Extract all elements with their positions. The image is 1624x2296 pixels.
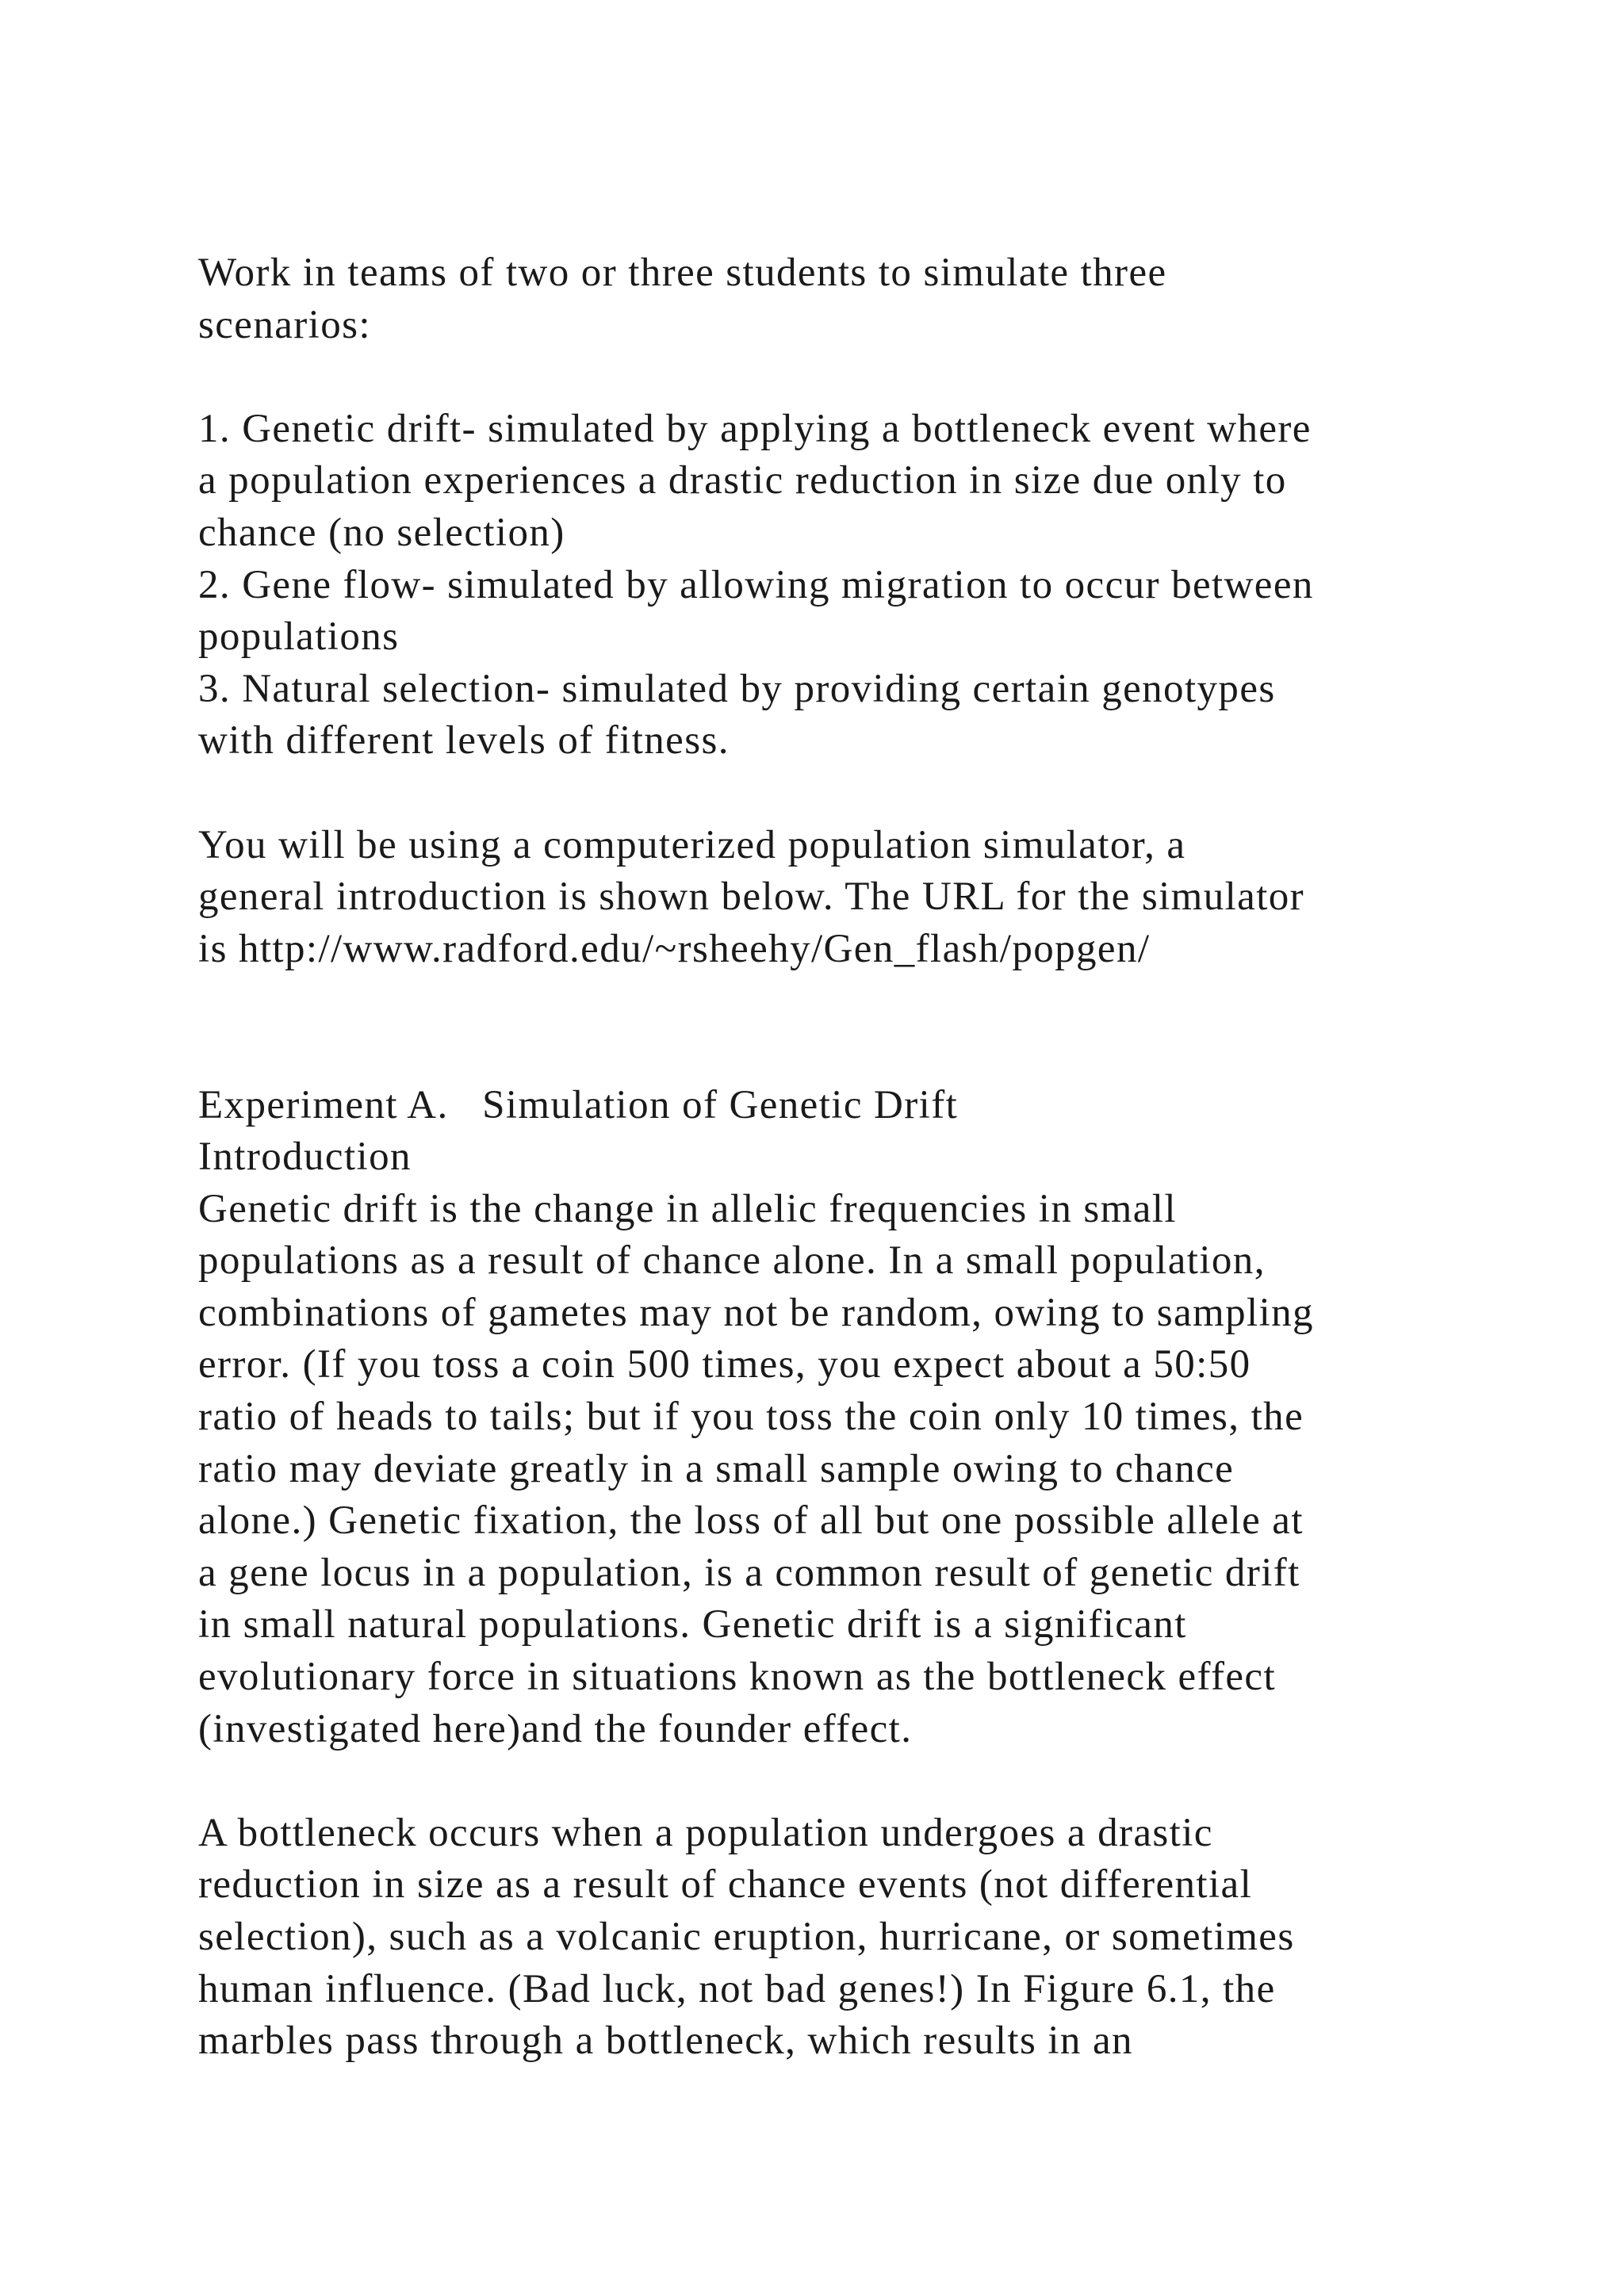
list-item: populations bbox=[198, 614, 400, 660]
text-line: Genetic drift is the change in allelic frequencies in small bbox=[198, 1186, 1177, 1231]
text-line: in small natural populations. Genetic drift is a significant bbox=[198, 1602, 1187, 1647]
text-line: marbles pass through a bottleneck, which results in an bbox=[198, 2019, 1133, 2064]
list-item: a population experiences a drastic reduction in size due only to bbox=[198, 458, 1287, 503]
genetic-drift-paragraph bbox=[198, 1184, 1507, 1756]
text-line: Work in teams of two or three students to simulate three bbox=[198, 251, 1167, 295]
text-line: general introduction is shown below. The URL for the simulator bbox=[198, 874, 1305, 920]
text-line: ratio of heads to tails; but if you toss the coin only 10 times, the bbox=[198, 1395, 1304, 1440]
text-line: human influence. (Bad luck, not bad genes!) In Figure 6.1, the bbox=[198, 1966, 1276, 2011]
list-item: 2. Gene flow- simulated by allowing migration to occur between bbox=[198, 562, 1314, 607]
text-line: selection), such as a volcanic eruption, hurricane, or sometimes bbox=[198, 1915, 1295, 1959]
scenario-list bbox=[198, 404, 1507, 767]
list-item: chance (no selection) bbox=[198, 510, 565, 555]
text-line: (investigated here)and the founder effect. bbox=[198, 1706, 913, 1751]
text-line: You will be using a computerized population simulator, a bbox=[198, 822, 1186, 867]
paragraph-spacer bbox=[198, 767, 1507, 820]
list-item: with different levels of fitness. bbox=[198, 718, 730, 763]
text-line: ratio may deviate greatly in a small sample owing to chance bbox=[198, 1446, 1235, 1491]
paragraph-spacer bbox=[198, 1755, 1507, 1808]
text-line: populations as a result of chance alone. In a small population, bbox=[198, 1238, 1266, 1284]
text-line: a gene locus in a population, is a common result of genetic drift bbox=[198, 1550, 1300, 1595]
text-line: reduction in size as a result of chance events (not differential bbox=[198, 1862, 1253, 1908]
text-line: A bottleneck occurs when a population undergoes a drastic bbox=[198, 1810, 1213, 1855]
text-line: error. (If you toss a coin 500 times, you expect about a 50:50 bbox=[198, 1342, 1251, 1387]
experiment-heading: Experiment A. Simulation of Genetic Drift bbox=[198, 1082, 959, 1127]
intro-paragraph bbox=[198, 247, 1507, 351]
paragraph-spacer bbox=[198, 975, 1507, 1079]
text-line: combinations of gametes may not be random, owing to sampling bbox=[198, 1290, 1314, 1335]
text-line: alone.) Genetic fixation, the loss of all but one possible allele at bbox=[198, 1498, 1304, 1544]
simulator-paragraph bbox=[198, 820, 1507, 976]
list-item: 1. Genetic drift- simulated by applying a bottleneck event where bbox=[198, 406, 1312, 451]
text-line: scenarios: bbox=[198, 302, 371, 347]
introduction-heading: Introduction bbox=[198, 1135, 412, 1180]
bottleneck-paragraph bbox=[198, 1808, 1507, 2068]
simulator-url-line: is http://www.radford.edu/~rsheehy/Gen_flash/popgen/ bbox=[198, 926, 1151, 971]
document-body bbox=[198, 247, 1507, 2068]
list-item: 3. Natural selection- simulated by providing certain genotypes bbox=[198, 666, 1276, 711]
paragraph-spacer bbox=[198, 351, 1507, 404]
text-line: evolutionary force in situations known as the bottleneck effect bbox=[198, 1655, 1277, 1700]
